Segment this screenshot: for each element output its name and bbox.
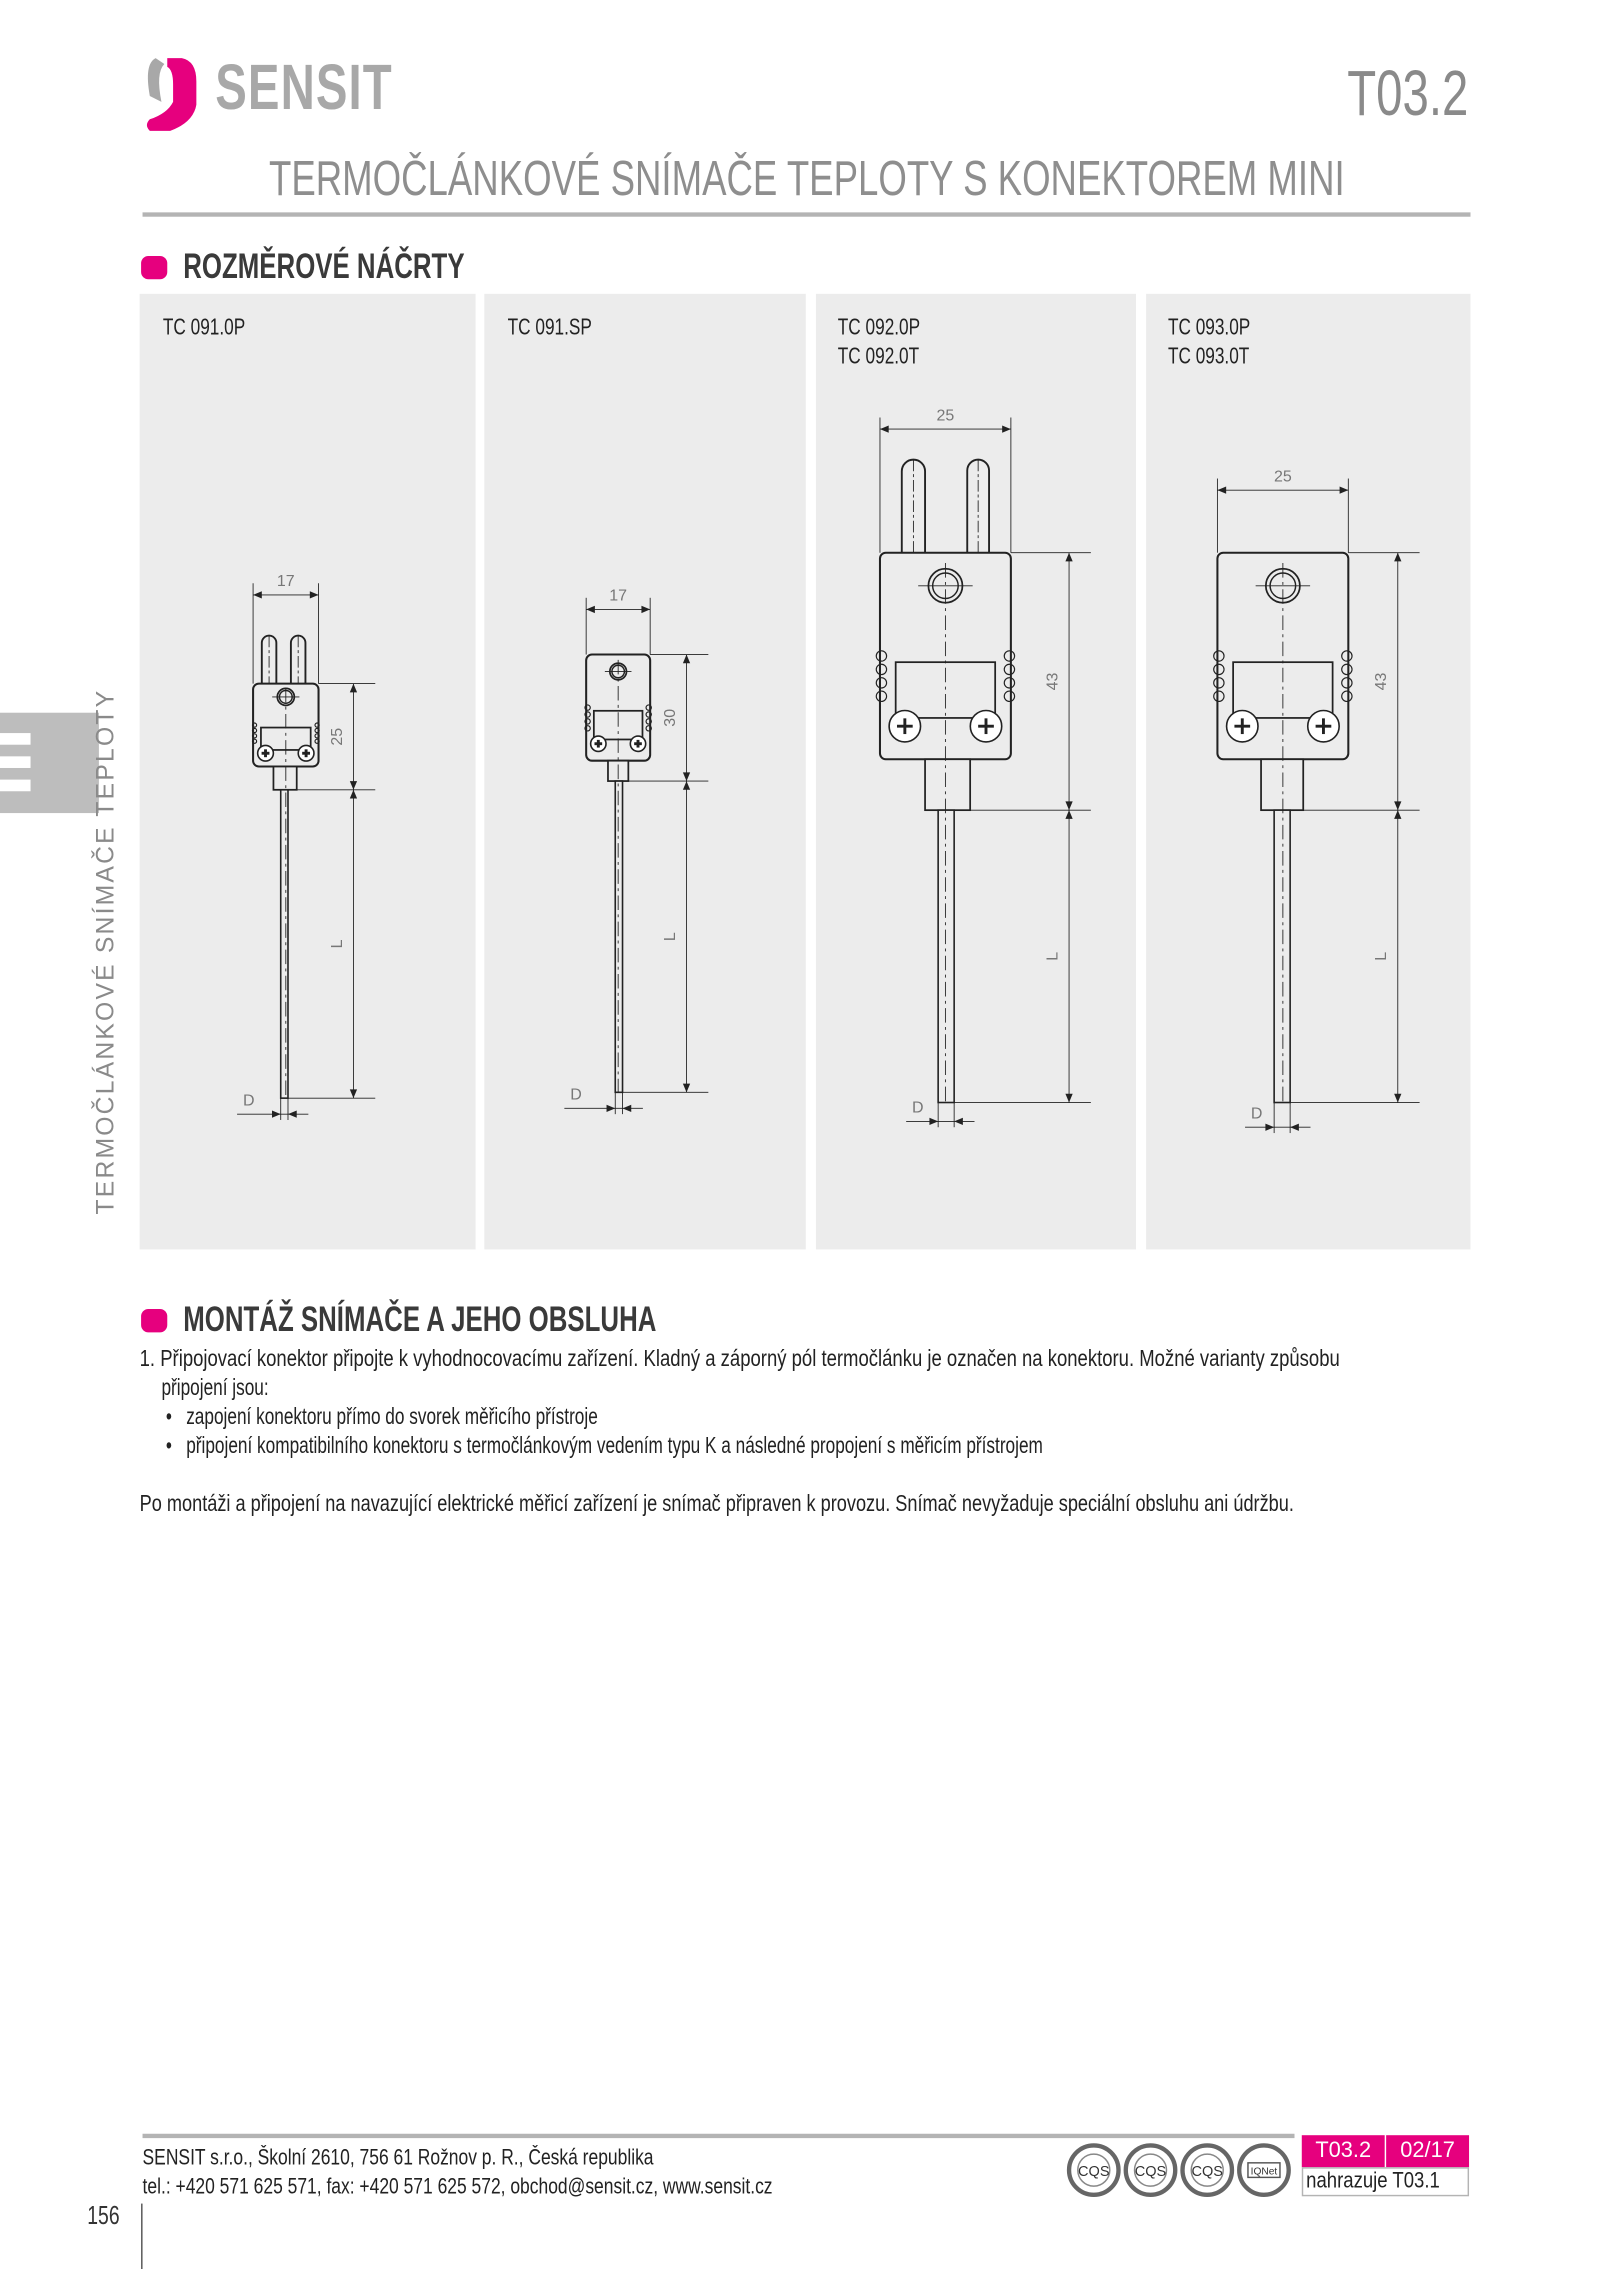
arrow-icon <box>1394 801 1401 810</box>
arrow-icon <box>880 425 889 432</box>
footer-contact: tel.: +420 571 625 571, fax: +420 571 625 572, obchod@sensit.cz, www.sensit.cz <box>142 2174 773 2200</box>
cable-gland <box>1261 759 1303 810</box>
bullet-item: • zapojení konektoru přímo do svorek měřicího přístroje <box>165 1405 598 1430</box>
width-dimension-label: 17 <box>609 587 628 605</box>
arrow-icon <box>288 1111 297 1118</box>
probe-sheath <box>938 810 954 1102</box>
arrow-icon <box>1290 1124 1299 1131</box>
instruction-text: 1. Připojovací konektor připojte k vyhodnocovacímu zařízení. Kladný a záporný pól termočlánku je označen na konektoru. Možné varianty způsobu <box>139 1346 1340 1372</box>
diameter-dimension-label: D <box>242 1092 255 1110</box>
arrow-icon <box>641 606 650 613</box>
probe-sheath <box>281 790 288 1098</box>
arrow-icon <box>350 684 357 693</box>
height-dimension-label: 30 <box>661 708 679 727</box>
page-number: 156 <box>87 2200 120 2230</box>
svg-text:CQS: CQS <box>1134 2163 1167 2180</box>
arrow-icon <box>1394 810 1401 819</box>
section-bullet-icon <box>141 1309 167 1332</box>
arrow-icon <box>1065 801 1072 810</box>
length-dimension-label: L <box>661 932 679 942</box>
arrow-icon <box>1394 553 1401 562</box>
model-label: TC 093.0P <box>1167 315 1251 341</box>
arrow-icon <box>1217 487 1226 494</box>
height-dimension-label: 25 <box>328 727 346 746</box>
arrow-icon <box>607 1105 616 1112</box>
arrow-icon <box>586 606 595 613</box>
cable-gland <box>925 759 970 810</box>
doc-code: T03.2 <box>1347 58 1470 130</box>
footer-replaces: nahrazuje T03.1 <box>1302 2167 1469 2196</box>
arrow-icon <box>1265 1124 1274 1131</box>
arrow-icon <box>954 1118 963 1125</box>
arrow-icon <box>1002 425 1011 432</box>
model-label: TC 092.0T <box>837 344 920 370</box>
footer-divider <box>143 2134 1295 2138</box>
instruction-text: připojení jsou: <box>161 1375 269 1401</box>
arrow-icon <box>623 1105 632 1112</box>
probe-sheath <box>615 781 622 1092</box>
iqnet-cert-icon <box>1239 2145 1288 2194</box>
page-title: TERMOČLÁNKOVÉ SNÍMAČE TEPLOTY S KONEKTOREM MINI <box>269 151 1346 207</box>
diameter-dimension-label: D <box>570 1086 582 1104</box>
arrow-icon <box>272 1111 281 1118</box>
arrow-icon <box>929 1118 938 1125</box>
certification-logos <box>1065 2141 1298 2199</box>
footer-revision: 02/17 <box>1386 2135 1469 2167</box>
arrow-icon <box>1340 487 1349 494</box>
svg-text:CQS: CQS <box>1078 2163 1110 2180</box>
brand-name: SENSIT <box>215 52 393 124</box>
svg-text:CQS: CQS <box>1191 2163 1223 2180</box>
width-dimension-label: 25 <box>1273 468 1292 486</box>
arrow-icon <box>683 781 690 790</box>
width-dimension-label: 17 <box>276 573 295 591</box>
arrow-icon <box>350 781 357 790</box>
page-number-divider <box>141 2204 142 2269</box>
svg-text:IQNet: IQNet <box>1250 2166 1278 2178</box>
cqs-cert-icon <box>1183 2145 1232 2194</box>
cable-gland <box>273 767 296 790</box>
arrow-icon <box>683 772 690 781</box>
bullet-item: • připojení kompatibilního konektoru s termočlánkovým vedením typu K a následné propojení s měřicím přístrojem <box>165 1434 1043 1459</box>
side-tab-label: TERMOČLÁNKOVÉ SNÍMAČE TEPLOTY <box>91 688 120 1215</box>
length-dimension-label: L <box>1044 951 1062 961</box>
model-label: TC 091.SP <box>507 315 592 341</box>
arrow-icon <box>253 591 262 598</box>
footer-doc-code: T03.2 <box>1302 2135 1385 2167</box>
arrow-icon <box>310 591 319 598</box>
arrow-icon <box>683 655 690 664</box>
cqs-cert-icon <box>1069 2145 1118 2194</box>
arrow-icon <box>1065 810 1072 819</box>
diameter-dimension-label: D <box>1250 1105 1263 1123</box>
height-dimension-label: 43 <box>1373 672 1391 691</box>
arrow-icon <box>683 1084 690 1093</box>
model-label: TC 093.0T <box>1167 344 1250 370</box>
arrow-icon <box>1394 1094 1401 1103</box>
operation-note: Po montáži a připojení na navazující elektrické měřicí zařízení je snímač připraven k provozu. Snímač nevyžaduje speciální obsluhu ani údržbu. <box>139 1492 1294 1518</box>
diameter-dimension-label: D <box>912 1099 924 1117</box>
model-label: TC 092.0P <box>837 315 921 341</box>
section-heading-sketches: ROZMĚROVÉ NÁČRTY <box>183 247 465 287</box>
probe-sheath <box>1274 810 1290 1102</box>
arrow-icon <box>1065 553 1072 562</box>
section-heading-installation: MONTÁŽ SNÍMAČE A JEHO OBSLUHA <box>183 1300 657 1340</box>
arrow-icon <box>350 1089 357 1098</box>
length-dimension-label: L <box>1373 951 1391 961</box>
height-dimension-label: 43 <box>1044 672 1062 691</box>
length-dimension-label: L <box>328 939 346 949</box>
model-label: TC 091.0P <box>162 315 246 341</box>
cqs-cert-icon <box>1126 2145 1175 2194</box>
footer-address: SENSIT s.r.o., Školní 2610, 756 61 Rožnov p. R., Česká republika <box>142 2145 654 2171</box>
arrow-icon <box>1065 1094 1072 1103</box>
width-dimension-label: 25 <box>936 407 955 425</box>
arrow-icon <box>350 790 357 799</box>
